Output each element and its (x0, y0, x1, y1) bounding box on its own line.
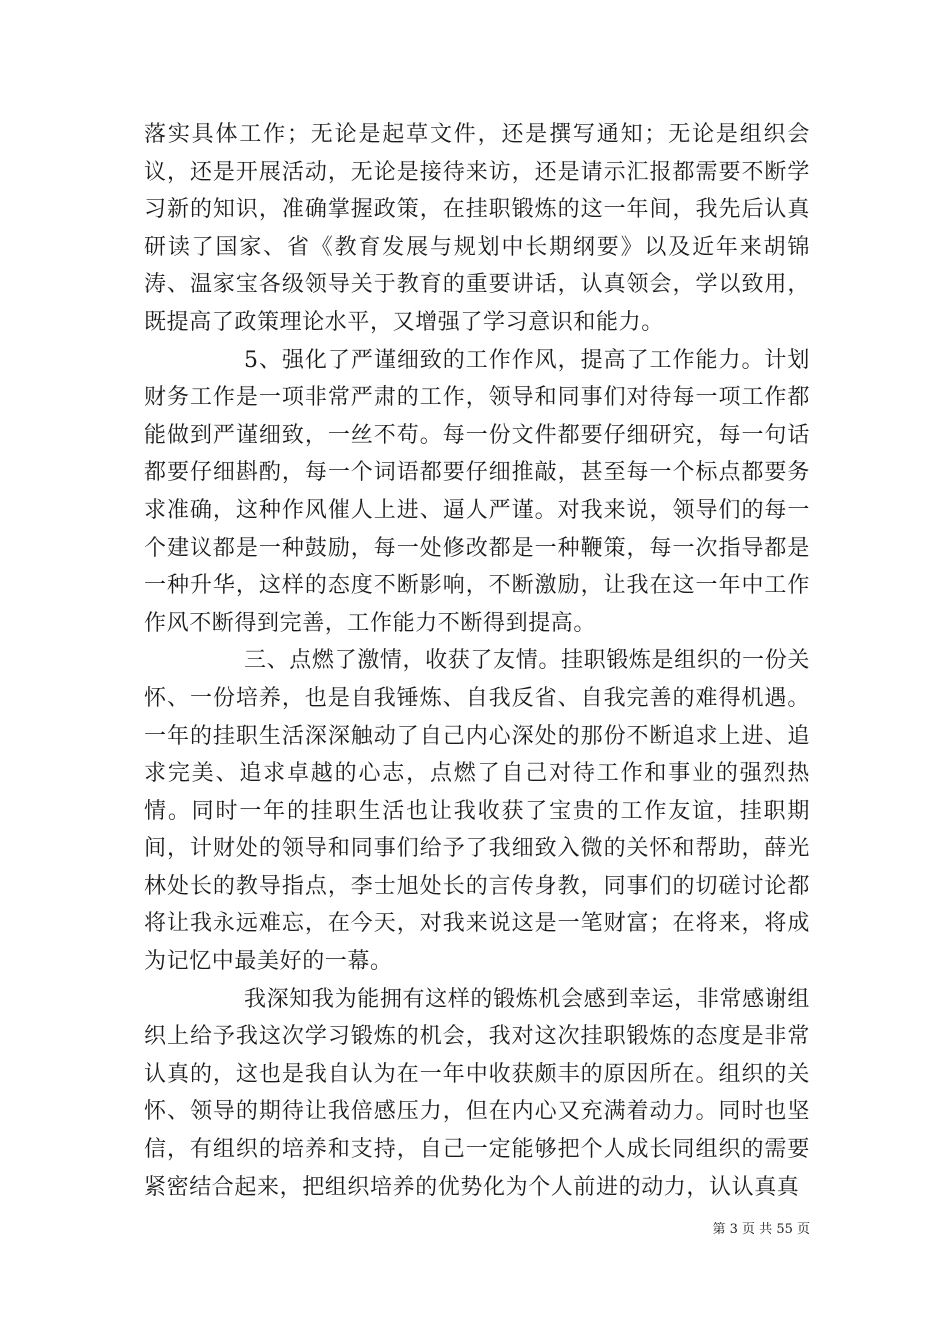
paragraph-2: 5、强化了严谨细致的工作作风，提高了工作能力。计划财务工作是一项非常严肃的工作，领导和同事们对待每一项工作都能做到严谨细致，一丝不苟。每一份文件都要仔细研究，每一句话都要仔细斟酌，每一个词语都要仔细推敲，甚至每一个标点都要务求准确，这种作风催人上进、逼人严谨。对我来说，领导们的每一个建议都是一种鼓励，每一处修改都是一种鞭策，每一次指导都是一种升华，这样的态度不断影响，不断激励，让我在这一年中工作作风不断得到完善，工作能力不断得到提高。 (144, 347, 810, 636)
document-body (144, 116, 810, 1206)
page-number: 第 3 页 共 55 页 (712, 1222, 810, 1237)
paragraph-1: 落实具体工作；无论是起草文件，还是撰写通知；无论是组织会议，还是开展活动，无论是接待来访，还是请示汇报都需要不断学习新的知识，准确掌握政策，在挂职锻炼的这一年间，我先后认真研读了国家、省《教育发展与规划中长期纲要》以及近年来胡锦涛、温家宝各级领导关于教育的重要讲话，认真领会，学以致用，既提高了政策理论水平，又增强了学习意识和能力。 (144, 122, 810, 335)
paragraph-3: 三、点燃了激情，收获了友情。挂职锻炼是组织的一份关怀、一份培养，也是自我锤炼、自我反省、自我完善的难得机遇。一年的挂职生活深深触动了自己内心深处的那份不断追求上进、追求完美、追求卓越的心志，点燃了自己对待工作和事业的强烈热情。同时一年的挂职生活也让我收获了宝贵的工作友谊，挂职期间，计财处的领导和同事们给予了我细致入微的关怀和帮助，薛光林处长的教导指点，李士旭处长的言传身教，同事们的切磋讨论都将让我永远难忘，在今天，对我来说这是一笔财富；在将来，将成为记忆中最美好的一幕。 (144, 648, 810, 975)
paragraph-4: 我深知我为能拥有这样的锻炼机会感到幸运，非常感谢组织上给予我这次学习锻炼的机会，我对这次挂职锻炼的态度是非常认真的，这也是我自认为在一年中收获颇丰的原因所在。组织的关怀、领导的期待让我倍感压力，但在内心又充满着动力。同时也坚信，有组织的培养和支持，自己一定能够把个人成长同组织的需要紧密结合起来，把组织培养的优势化为个人前进的动力，认认真真 (144, 986, 810, 1200)
